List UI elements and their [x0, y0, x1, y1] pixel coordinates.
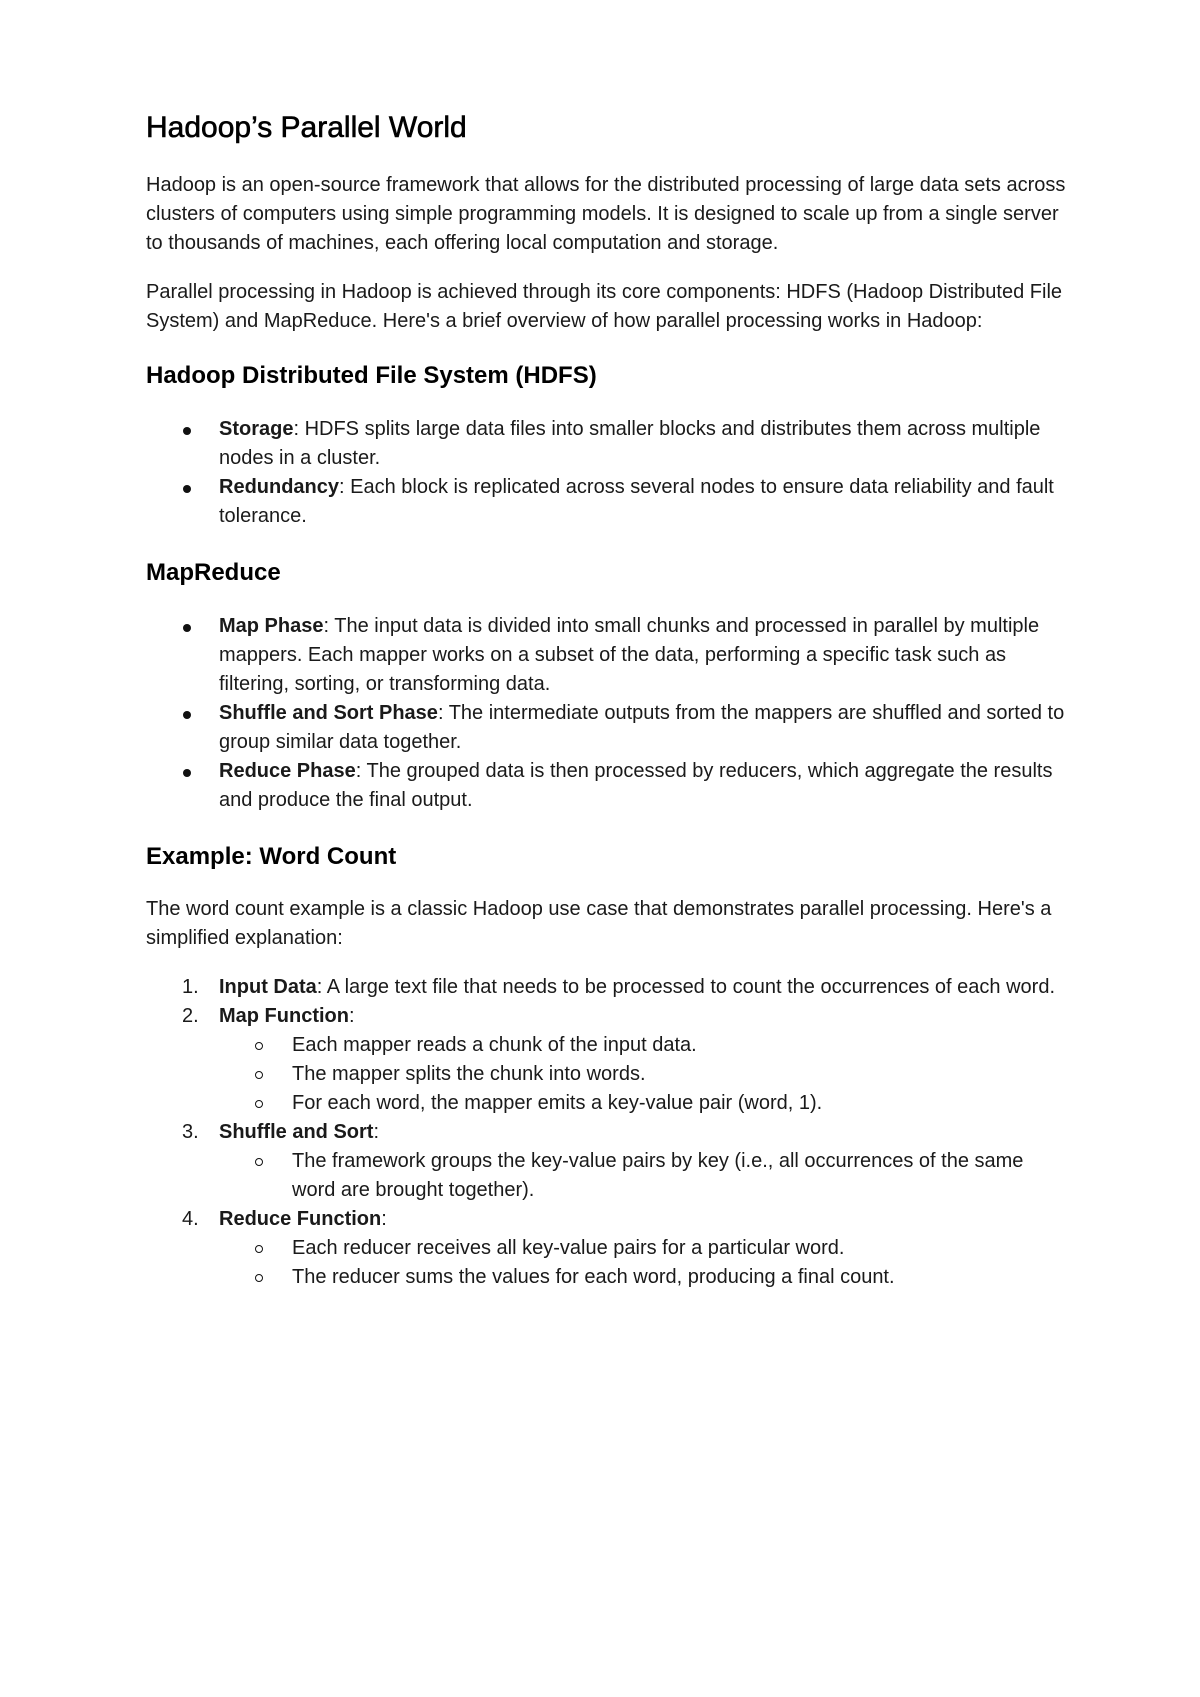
hollow-bullet-icon — [255, 1274, 263, 1282]
step-term: Map Function — [219, 1005, 349, 1028]
step-item — [146, 1118, 1066, 1205]
list-item-term: Map Phase — [219, 614, 324, 637]
step-sublist — [146, 1147, 1066, 1205]
list-item-text: : The input data is divided into small chunks and processed in parallel by multiple mappers. Each mapper works on a subset of the data, performing a specific task such as filtering, sorting, or transforming data. — [219, 614, 1040, 695]
list-item — [146, 757, 1066, 815]
step-number: 4. — [182, 1208, 199, 1231]
list-item-term: Storage — [219, 417, 294, 440]
step-number: 3. — [182, 1121, 199, 1144]
bullet-icon — [183, 427, 191, 435]
sub-list-item — [146, 1234, 1066, 1263]
sub-list-item — [146, 1263, 1066, 1292]
list-item-text: : HDFS splits large data files into smaller blocks and distributes them across multiple nodes in a cluster. — [219, 417, 1041, 469]
example-paragraph: The word count example is a classic Hadoop use case that demonstrates parallel processing. Here's a simplified explanation: — [146, 898, 1052, 950]
document-content — [146, 110, 1066, 1292]
intro-paragraph-2: Parallel processing in Hadoop is achieved through its core components: HDFS (Hadoop Distributed File System) and MapReduce. Here's a brief overview of how parallel processing works in Hadoop: — [146, 281, 1063, 332]
step-term: Reduce Function — [219, 1208, 382, 1231]
bullet-icon — [183, 624, 191, 632]
sub-list-item — [146, 1089, 1066, 1118]
list-item-text: : Each block is replicated across several nodes to ensure data reliability and fault tolerance. — [219, 475, 1054, 527]
step-sublist — [146, 1031, 1066, 1118]
list-item — [146, 612, 1066, 699]
sub-list-item-text: Each mapper reads a chunk of the input data. — [292, 1034, 697, 1057]
step-sublist — [146, 1234, 1066, 1292]
hollow-bullet-icon — [255, 1245, 263, 1253]
example-steps-list — [146, 973, 1066, 1292]
step-term: Shuffle and Sort — [219, 1121, 374, 1144]
sub-list-item-text: For each word, the mapper emits a key-value pair (word, 1). — [292, 1092, 823, 1115]
hollow-bullet-icon — [255, 1042, 263, 1050]
step-number: 1. — [182, 976, 199, 999]
hdfs-heading: Hadoop Distributed File System (HDFS) — [146, 362, 597, 389]
sub-list-item-text: The reducer sums the values for each word, producing a final count. — [292, 1266, 895, 1289]
list-item-text: : The intermediate outputs from the mappers are shuffled and sorted to group similar data together. — [219, 701, 1065, 753]
sub-list-item-text: Each reducer receives all key-value pairs for a particular word. — [292, 1237, 845, 1260]
sub-list-item-text: The framework groups the key-value pairs by key (i.e., all occurrences of the same word are brought together). — [292, 1150, 1024, 1202]
step-text: : — [373, 1121, 380, 1144]
step-term: Input Data — [219, 976, 317, 999]
list-item — [146, 699, 1066, 757]
sub-list-item — [146, 1060, 1066, 1089]
list-item-term: Shuffle and Sort Phase — [219, 701, 438, 724]
list-item — [146, 473, 1066, 531]
sub-list-item — [146, 1147, 1066, 1205]
sub-list-item-text: The mapper splits the chunk into words. — [292, 1063, 646, 1086]
hollow-bullet-icon — [255, 1158, 263, 1166]
intro-paragraph-1: Hadoop is an open-source framework that allows for the distributed processing of large data sets across clusters of computers using simple programming models. It is designed to scale up from a single server to thousands of machines, each offering local computation and storage. — [146, 174, 1066, 254]
step-number: 2. — [182, 1005, 199, 1028]
example-heading: Example: Word Count — [146, 842, 397, 870]
step-item — [146, 1205, 1066, 1292]
list-item — [146, 415, 1066, 473]
hollow-bullet-icon — [255, 1100, 263, 1108]
mapreduce-list — [146, 612, 1066, 815]
mapreduce-heading: MapReduce — [146, 558, 281, 586]
bullet-icon — [183, 769, 191, 777]
hdfs-list — [146, 415, 1066, 531]
step-text: : — [348, 1005, 355, 1028]
list-item-text: : The grouped data is then processed by reducers, which aggregate the results and produce the final output. — [219, 759, 1053, 811]
list-item-term: Redundancy — [219, 475, 340, 498]
step-text: : A large text file that needs to be processed to count the occurrences of each word. — [316, 976, 1056, 999]
step-item — [146, 1002, 1066, 1118]
list-item-term: Reduce Phase — [219, 759, 356, 782]
step-item — [146, 973, 1066, 1002]
bullet-icon — [183, 485, 191, 493]
hollow-bullet-icon — [255, 1071, 263, 1079]
document-title: Hadoop’s Parallel World — [146, 111, 467, 144]
sub-list-item — [146, 1031, 1066, 1060]
step-text: : — [381, 1208, 387, 1231]
bullet-icon — [183, 711, 191, 719]
